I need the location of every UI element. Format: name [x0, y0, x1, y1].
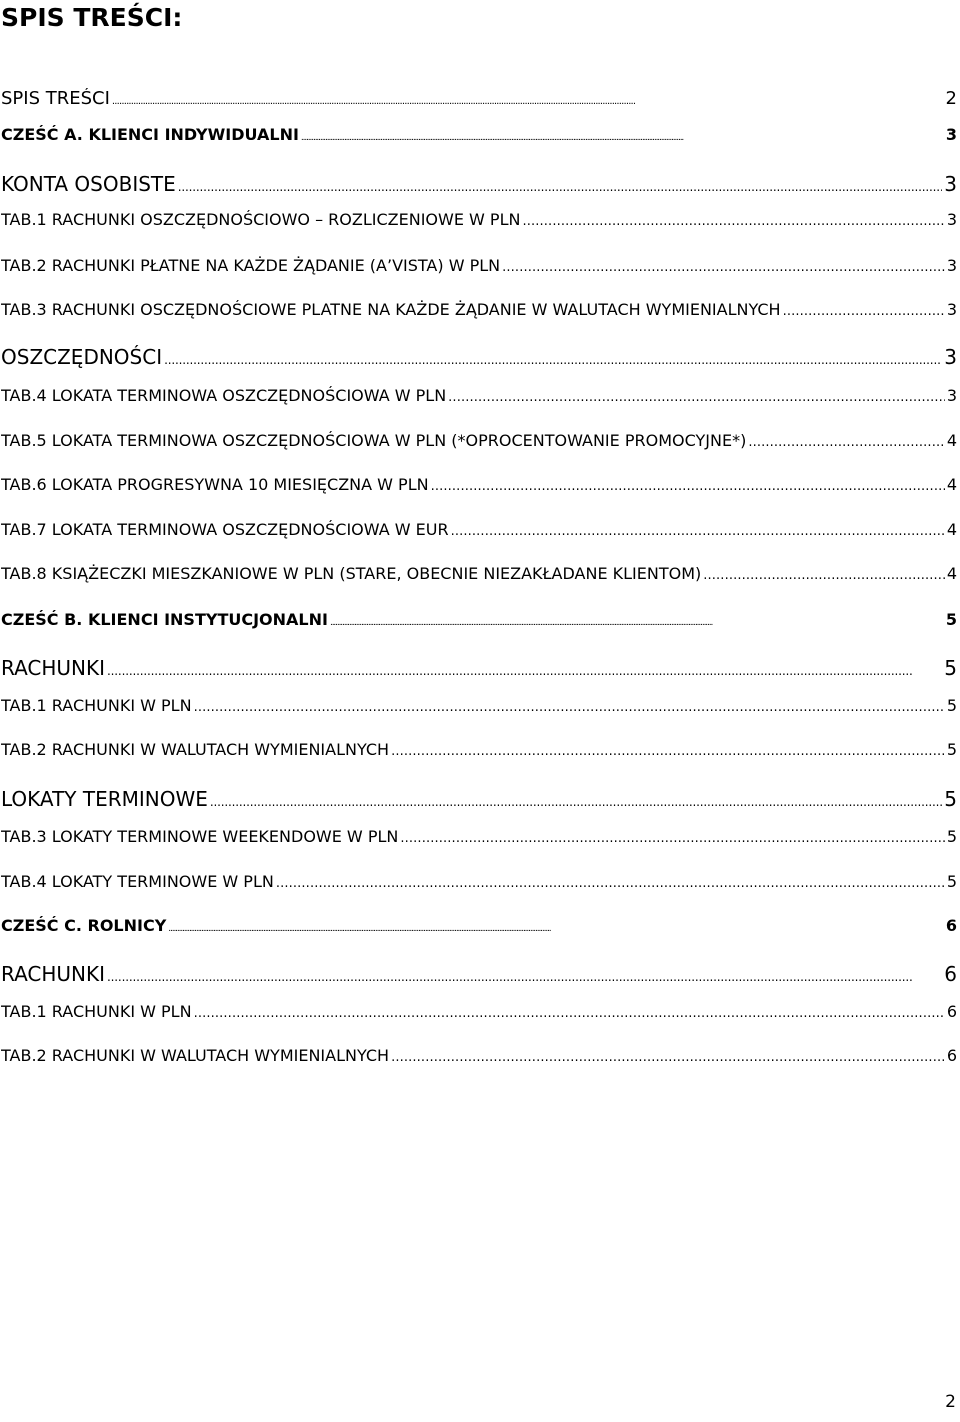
toc-entry-label: SPIS TREŚCI — [1, 88, 110, 109]
toc-entry-page: 3 — [946, 386, 957, 405]
dot-leader — [391, 1046, 945, 1068]
toc-entry-label: TAB.2 RACHUNKI W WALUTACH WYMIENIALNYCH — [1, 740, 390, 759]
toc-entry-page: 3 — [944, 345, 957, 369]
toc-entry[interactable] — [1, 872, 957, 894]
toc-entry-page: 5 — [946, 827, 957, 846]
toc-entry[interactable] — [1, 787, 957, 814]
dot-leader — [748, 431, 945, 453]
toc-entry-label: OSZCZĘDNOŚCI — [1, 345, 163, 369]
toc-entry-label: RACHUNKI — [1, 656, 106, 680]
dot-leader — [330, 610, 944, 633]
toc-entry[interactable] — [1, 125, 957, 148]
toc-entry-label: TAB.3 RACHUNKI OSCZĘDNOŚCIOWE PLATNE NA KAŻDE ŻĄDANIE W WALUTACH WYMIENIALNYCH — [1, 300, 781, 319]
toc-entry-page: 5 — [944, 787, 957, 811]
toc-entry[interactable] — [1, 962, 957, 989]
toc-entry[interactable] — [1, 172, 957, 199]
dot-leader — [783, 300, 945, 322]
toc-entry-page: 3 — [946, 300, 957, 319]
toc-entry[interactable] — [1, 256, 957, 278]
dot-leader — [168, 916, 944, 939]
toc-entry[interactable] — [1, 610, 957, 633]
page-heading: SPIS TREŚCI: — [1, 3, 183, 32]
toc-entry-label: KONTA OSOBISTE — [1, 172, 176, 196]
toc-entry-label: CZEŚĆ A. KLIENCI INDYWIDUALNI — [1, 125, 299, 144]
toc-entry-page: 5 — [946, 696, 957, 715]
dot-leader — [112, 88, 944, 113]
toc-entry-label: TAB.1 RACHUNKI OSZCZĘDNOŚCIOWO – ROZLICZENIOWE W PLN — [1, 210, 521, 229]
dot-leader — [522, 210, 944, 232]
toc-entry-label: CZEŚĆ C. ROLNICY — [1, 916, 167, 935]
toc-entry-label: TAB.8 KSIĄŻECZKI MIESZKANIOWE W PLN (STARE, OBECNIE NIEZAKŁADANE KLIENTOM) — [1, 564, 702, 583]
toc-entry[interactable] — [1, 210, 957, 232]
dot-leader — [400, 827, 944, 849]
dot-leader — [431, 475, 945, 497]
page-number: 2 — [945, 1392, 956, 1412]
toc-entry-page: 5 — [946, 872, 957, 891]
toc-entry-label: LOKATY TERMINOWE — [1, 787, 208, 811]
toc-entry-page: 3 — [946, 256, 957, 275]
toc-entry[interactable] — [1, 300, 957, 322]
toc-entry-page: 3 — [946, 210, 957, 229]
dot-leader — [391, 740, 945, 762]
dot-leader — [107, 656, 942, 683]
toc-entry[interactable] — [1, 740, 957, 762]
toc-entry-label: TAB.5 LOKATA TERMINOWA OSZCZĘDNOŚCIOWA W PLN (*OPROCENTOWANIE PROMOCYJNE*) — [1, 431, 747, 450]
toc-entry-label: TAB.4 LOKATY TERMINOWE W PLN — [1, 872, 274, 891]
dot-leader — [164, 345, 942, 372]
dot-leader — [210, 787, 942, 814]
toc-entry-page: 4 — [946, 431, 957, 450]
toc-entry[interactable] — [1, 520, 957, 542]
toc-entry[interactable] — [1, 696, 957, 718]
dot-leader — [448, 386, 945, 408]
toc-entry-page: 6 — [944, 962, 957, 986]
toc-entry-page: 3 — [945, 125, 957, 144]
toc-entry[interactable] — [1, 827, 957, 849]
toc-entry-label: TAB.2 RACHUNKI PŁATNE NA KAŻDE ŻĄDANIE (A’VISTA) W PLN — [1, 256, 501, 275]
toc-entry-label: CZEŚĆ B. KLIENCI INSTYTUCJONALNI — [1, 610, 328, 629]
toc-entry[interactable] — [1, 656, 957, 683]
toc-entry-label: RACHUNKI — [1, 962, 106, 986]
toc-entry[interactable] — [1, 88, 957, 113]
toc-entry-page: 5 — [945, 610, 957, 629]
dot-leader — [178, 172, 942, 199]
toc-entry-label: TAB.4 LOKATA TERMINOWA OSZCZĘDNOŚCIOWA W PLN — [1, 386, 447, 405]
toc-entry-page: 4 — [946, 520, 957, 539]
dot-leader — [194, 1002, 945, 1024]
toc-entry-page: 3 — [944, 172, 957, 196]
dot-leader — [301, 125, 944, 148]
toc-entry[interactable] — [1, 564, 957, 586]
dot-leader — [276, 872, 945, 894]
toc-entry-label: TAB.1 RACHUNKI W PLN — [1, 1002, 192, 1021]
toc-entry[interactable] — [1, 386, 957, 408]
toc-entry-label: TAB.3 LOKATY TERMINOWE WEEKENDOWE W PLN — [1, 827, 399, 846]
toc-entry[interactable] — [1, 916, 957, 939]
toc-entry[interactable] — [1, 475, 957, 497]
dot-leader — [107, 962, 942, 989]
toc-entry-page: 6 — [946, 1046, 957, 1065]
dot-leader — [502, 256, 945, 278]
dot-leader — [703, 564, 945, 586]
toc-entry-page: 4 — [946, 564, 957, 583]
toc-entry[interactable] — [1, 1046, 957, 1068]
toc-entry-page: 4 — [946, 475, 957, 494]
toc-entry-label: TAB.7 LOKATA TERMINOWA OSZCZĘDNOŚCIOWA W EUR — [1, 520, 449, 539]
toc-entry-page: 5 — [946, 740, 957, 759]
toc-entry-page: 5 — [944, 656, 957, 680]
toc-entry-label: TAB.2 RACHUNKI W WALUTACH WYMIENIALNYCH — [1, 1046, 390, 1065]
dot-leader — [451, 520, 945, 542]
toc-entry-page: 6 — [945, 916, 957, 935]
toc-entry-label: TAB.6 LOKATA PROGRESYWNA 10 MIESIĘCZNA W PLN — [1, 475, 429, 494]
toc-entry-page: 6 — [946, 1002, 957, 1021]
toc-entry-page: 2 — [945, 88, 957, 109]
toc-entry[interactable] — [1, 345, 957, 372]
toc-entry[interactable] — [1, 431, 957, 453]
toc-entry-label: TAB.1 RACHUNKI W PLN — [1, 696, 192, 715]
toc-entry[interactable] — [1, 1002, 957, 1024]
dot-leader — [194, 696, 945, 718]
